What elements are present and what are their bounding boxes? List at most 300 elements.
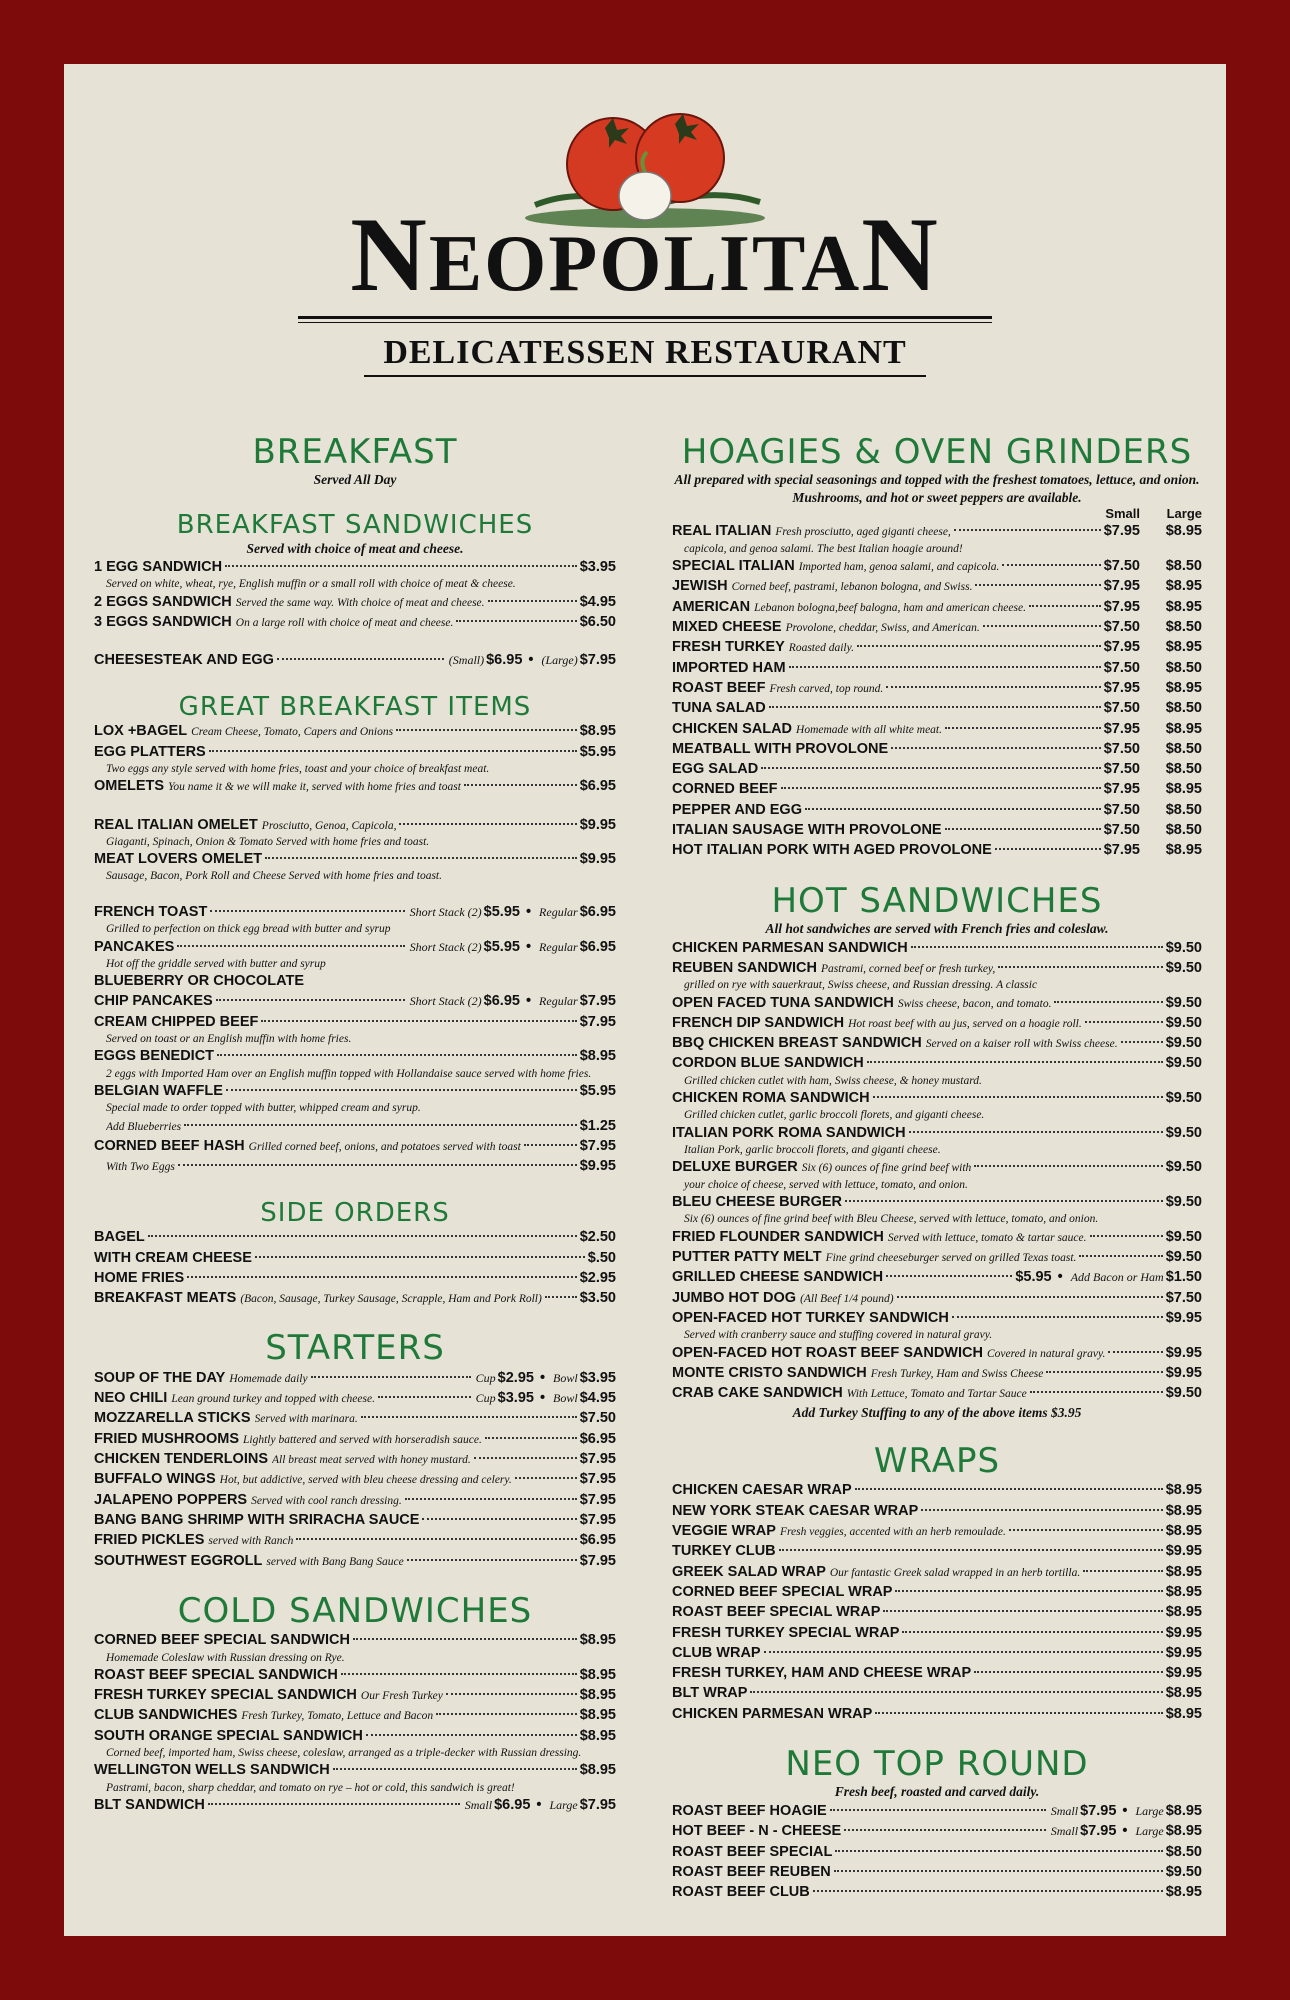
menu-item (672, 658, 1202, 678)
dot-leader (813, 1890, 1163, 1892)
menu-item (94, 1665, 616, 1685)
section-heading: COLD SANDWICHES (177, 1590, 533, 1631)
item-price: $8.95 (1165, 1884, 1202, 1901)
item-price: $6.95 (494, 1797, 531, 1814)
item-price: $7.95 (1103, 578, 1140, 595)
item-name: FRENCH TOAST (94, 903, 208, 920)
menu-item (94, 1288, 616, 1308)
menu-item (672, 1521, 1202, 1541)
item-name: CRAB CAKE SANDWICH (672, 1385, 843, 1402)
dot-leader (921, 1509, 1162, 1511)
item-name: NEW YORK STEAK CAESAR WRAP (672, 1502, 919, 1519)
item-price: $7.50 (1103, 740, 1140, 757)
menu-paper (64, 64, 1226, 1936)
menu-header (64, 64, 1226, 394)
item-name: MEAT LOVERS OMELET (94, 851, 263, 868)
item-price: $8.95 (579, 1632, 616, 1649)
dot-leader (524, 1144, 577, 1146)
item-subdescription: Served with cranberry sauce and stuffing covered in natural gravy. (684, 1329, 993, 1342)
menu-item (672, 739, 1202, 759)
menu-item (94, 742, 616, 762)
item-name: SOUTHWEST EGGROLL (94, 1552, 263, 1569)
item-price: $3.95 (497, 1390, 534, 1407)
item-price-large: $8.50 (1165, 761, 1202, 778)
size-label: Small (464, 1798, 493, 1813)
size-label: Regular (539, 994, 578, 1009)
item-subdescription: Italian Pork, garlic broccoli florets, and giganti cheese. (684, 1144, 941, 1157)
size-column-label: Large (1166, 506, 1202, 522)
item-description: Cream Cheese, Tomato, Capers and Onions (191, 726, 394, 739)
size-label: (Large) (541, 653, 578, 668)
dot-leader (995, 848, 1101, 850)
item-subdescription: your choice of cheese, served with lettuce, tomato, and onion. (684, 1178, 968, 1191)
item-name: ITALIAN PORK ROMA SANDWICH (672, 1124, 906, 1141)
item-price: $7.50 (579, 1410, 616, 1427)
menu-item (672, 1227, 1202, 1247)
item-price: $7.50 (1103, 801, 1140, 818)
item-description: Fresh Turkey, Ham and Swiss Cheese (870, 1367, 1044, 1380)
item-price: $6.50 (579, 614, 616, 631)
item-subdescription: Homemade Coleslaw with Russian dressing on Rye. (106, 1651, 345, 1664)
item-price-large: $8.50 (1165, 619, 1202, 636)
item-description: Hot, but addictive, served with bleu cheese dressing and celery. (219, 1474, 512, 1487)
dot-leader (875, 1712, 1162, 1714)
menu-item (94, 937, 616, 957)
menu-item (672, 1623, 1202, 1643)
menu-item (94, 592, 616, 612)
dot-leader (226, 1089, 577, 1091)
item-name: FRESH TURKEY SPECIAL WRAP (672, 1624, 900, 1641)
item-price: $7.95 (579, 1511, 616, 1528)
item-name: ROAST BEEF (672, 679, 766, 696)
item-price: $8.95 (579, 1707, 616, 1724)
dot-leader (209, 750, 577, 752)
item-name: ROAST BEEF REUBEN (672, 1863, 831, 1880)
item-name: ROAST BEEF SPECIAL SANDWICH (94, 1666, 338, 1683)
section-note: Served All Day (313, 472, 397, 488)
size-column-label: Small (1105, 506, 1140, 522)
item-price: $7.95 (1103, 679, 1140, 696)
menu-item (94, 1116, 616, 1136)
item-name: TURKEY CLUB (672, 1543, 776, 1560)
item-price: $9.50 (1165, 1090, 1202, 1107)
item-description: Covered in natural gravy. (986, 1347, 1106, 1360)
dot-leader (456, 620, 576, 622)
dot-leader (891, 747, 1101, 749)
menu-item (672, 1363, 1202, 1383)
item-name: HOT ITALIAN PORK WITH AGED PROVOLONE (672, 842, 992, 859)
menu-item (94, 1429, 616, 1449)
dot-leader (883, 1610, 1162, 1612)
item-price: $8.95 (1165, 1482, 1202, 1499)
item-name: FRESH TURKEY, HAM AND CHEESE WRAP (672, 1665, 972, 1682)
menu-item (94, 1136, 616, 1156)
item-name: REAL ITALIAN OMELET (94, 816, 258, 833)
menu-item (94, 1510, 616, 1530)
item-description: (All Beef 1/4 pound) (800, 1292, 894, 1305)
item-name: ROAST BEEF SPECIAL (672, 1843, 833, 1860)
item-name: CORNED BEEF HASH (94, 1138, 245, 1155)
item-name: CHICKEN SALAD (672, 720, 793, 737)
dot-leader (835, 1850, 1162, 1852)
menu-item (672, 1033, 1202, 1053)
item-subdescription: 2 eggs with Imported Ham over an English muffin topped with Hollandaise sauce served with home fries. (106, 1067, 592, 1080)
dot-leader (1002, 564, 1100, 566)
menu-item (94, 557, 616, 577)
item-price-large: $8.95 (1165, 578, 1202, 595)
dot-leader (805, 808, 1101, 810)
item-price: $7.95 (579, 1491, 616, 1508)
item-price: $9.95 (1165, 1309, 1202, 1326)
item-description: Add Blueberries (106, 1120, 182, 1133)
item-price: $.50 (587, 1249, 616, 1266)
dot-leader (1054, 1001, 1162, 1003)
size-label: Add Bacon or Ham (1070, 1270, 1164, 1285)
dot-leader (1083, 1570, 1163, 1572)
menu-item (672, 521, 1202, 541)
item-description: Roasted daily. (788, 642, 854, 655)
item-name: GREEK SALAD WRAP (672, 1563, 826, 1580)
item-name: OPEN FACED TUNA SANDWICH (672, 994, 894, 1011)
item-name: BLUEBERRY OR CHOCOLATE (94, 973, 304, 990)
dot-leader (474, 1457, 577, 1459)
item-description: served with Ranch (208, 1535, 294, 1548)
dot-leader (954, 529, 1101, 531)
item-price: $7.95 (1103, 598, 1140, 615)
menu-item (672, 1480, 1202, 1500)
menu-item (94, 1449, 616, 1469)
item-price: $5.95 (1015, 1269, 1052, 1286)
menu-item (94, 1156, 616, 1176)
item-price: $9.50 (1165, 939, 1202, 956)
dot-leader (845, 1200, 1163, 1202)
dot-leader (945, 727, 1101, 729)
item-name: WITH CREAM CHEESE (94, 1249, 252, 1266)
menu-item (672, 820, 1202, 840)
right-column (672, 434, 1202, 1902)
dot-leader (361, 1416, 577, 1418)
item-description: Corned beef, pastrami, lebanon bologna, and Swiss. (731, 581, 973, 594)
dot-leader (750, 1691, 1162, 1693)
item-name: PANCAKES (94, 938, 175, 955)
item-name: WELLINGTON WELLS SANDWICH (94, 1762, 330, 1779)
item-price-large: $8.95 (1165, 598, 1202, 615)
dot-leader (830, 1809, 1046, 1811)
menu-item (672, 1247, 1202, 1267)
size-label: Short Stack (2) (409, 904, 482, 919)
item-name: BLT SANDWICH (94, 1797, 205, 1814)
item-subdescription: Served on white, wheat, rye, English muffin or a small roll with choice of meat & cheese. (106, 578, 516, 591)
dot-leader (886, 1275, 1012, 1277)
dot-leader (436, 1713, 577, 1715)
item-price: $8.95 (579, 1048, 616, 1065)
item-name: CLUB SANDWICHES (94, 1707, 238, 1724)
dot-leader (761, 767, 1101, 769)
dot-leader (353, 1638, 577, 1640)
menu-item (94, 849, 616, 869)
item-price: $7.50 (1103, 822, 1140, 839)
menu-item (94, 1368, 616, 1388)
dot-leader (857, 645, 1101, 647)
menu-item (672, 938, 1202, 958)
dot-leader (422, 1518, 576, 1520)
section-note: Fresh beef, roasted and carved daily. (834, 1784, 1040, 1800)
item-price-large: $8.95 (1165, 781, 1202, 798)
item-description: Fresh carved, top round. (769, 682, 884, 695)
dot-leader (1009, 1529, 1163, 1531)
menu-item (94, 1388, 616, 1408)
item-name: CHICKEN ROMA SANDWICH (672, 1090, 870, 1107)
item-price: $7.95 (1103, 842, 1140, 859)
menu-item (94, 1248, 616, 1268)
item-price: $7.95 (579, 1013, 616, 1030)
item-name: BELGIAN WAFFLE (94, 1083, 223, 1100)
dot-leader (184, 1124, 577, 1126)
spacer (94, 632, 616, 650)
dot-leader (974, 1671, 1163, 1673)
item-price: $8.95 (1165, 1583, 1202, 1600)
item-name: FRIED PICKLES (94, 1532, 205, 1549)
item-price: $8.95 (579, 1687, 616, 1704)
menu-item (94, 776, 616, 796)
size-label: Small (1050, 1803, 1079, 1818)
dot-leader (983, 625, 1101, 627)
dot-leader (945, 828, 1101, 830)
dot-leader (265, 857, 577, 859)
menu-item (94, 1795, 616, 1815)
dot-leader (909, 1131, 1163, 1133)
dot-leader (1090, 1235, 1163, 1237)
menu-item (672, 1157, 1202, 1177)
section-note: All hot sandwiches are served with French fries and coleslaw. (765, 921, 1109, 936)
item-price: $8.95 (579, 1727, 616, 1744)
item-name: SOUTH ORANGE SPECIAL SANDWICH (94, 1727, 363, 1744)
item-name: BLEU CHEESE BURGER (672, 1194, 842, 1211)
menu-item (94, 650, 616, 670)
item-description: Prosciutto, Genoa, Capicola, (261, 819, 397, 832)
item-name: VEGGIE WRAP (672, 1523, 776, 1540)
item-price: $9.50 (1165, 1228, 1202, 1245)
item-price: $2.50 (579, 1229, 616, 1246)
menu-item (94, 1760, 616, 1780)
item-price: $5.95 (483, 938, 520, 955)
item-price: $6.95 (486, 652, 523, 669)
menu-item (94, 1012, 616, 1032)
menu-item (672, 759, 1202, 779)
section-heading: STARTERS (265, 1328, 445, 1369)
item-name: HOT BEEF - N - CHEESE (672, 1823, 842, 1840)
item-price-large: $8.95 (1165, 523, 1202, 540)
item-name: NEO CHILI (94, 1390, 168, 1407)
item-price: $6.95 (579, 938, 616, 955)
item-price: $6.95 (579, 1532, 616, 1549)
item-price: $7.95 (579, 1451, 616, 1468)
item-price: $8.95 (579, 1762, 616, 1779)
menu-item (672, 1541, 1202, 1561)
item-name: LOX +BAGEL (94, 723, 188, 740)
menu-item (672, 576, 1202, 596)
dot-leader (488, 600, 577, 602)
item-price-large: $8.95 (1165, 679, 1202, 696)
dot-leader (1046, 1371, 1162, 1373)
item-subdescription: Served on toast or an English muffin with home fries. (106, 1033, 352, 1046)
item-price: $2.95 (497, 1369, 534, 1386)
menu-item (672, 1192, 1202, 1212)
dot-leader (210, 910, 404, 912)
dot-leader (341, 1673, 577, 1675)
menu-item (94, 815, 616, 835)
menu-item (672, 1308, 1202, 1328)
section-heading: BREAKFAST SANDWICHES (176, 509, 534, 540)
item-price: $9.95 (579, 1158, 616, 1175)
item-name: PEPPER AND EGG (672, 801, 802, 818)
item-price: $4.95 (579, 1390, 616, 1407)
menu-item (672, 1821, 1202, 1841)
item-name: 1 EGG SANDWICH (94, 559, 223, 576)
item-name: BREAKFAST MEATS (94, 1290, 237, 1307)
item-price: $9.95 (1165, 1364, 1202, 1381)
menu-item (94, 612, 616, 632)
menu-item (672, 1704, 1202, 1724)
menu-item (94, 721, 616, 741)
size-label: Cup (475, 1370, 496, 1385)
item-name: CHICKEN PARMESAN SANDWICH (672, 939, 908, 956)
item-description: Our fantastic Greek salad wrapped in an herb tortilla. (829, 1566, 1081, 1579)
item-price: $1.50 (1165, 1269, 1202, 1286)
item-description: Served on a kaiser roll with Swiss cheese. (925, 1038, 1118, 1051)
section-heading: HOAGIES & OVEN GRINDERS (681, 432, 1193, 472)
section-heading: NEO TOP ROUND (785, 1744, 1089, 1785)
menu-item (672, 1663, 1202, 1683)
menu-item (672, 597, 1202, 617)
item-name: ROAST BEEF HOAGIE (672, 1802, 827, 1819)
menu-item (672, 1288, 1202, 1308)
item-price: $5.95 (579, 743, 616, 760)
item-name: FRIED MUSHROOMS (94, 1430, 239, 1447)
item-description: Fresh prosciutto, aged giganti cheese, (775, 526, 951, 539)
dot-leader (216, 999, 405, 1001)
item-price: $7.95 (579, 1797, 616, 1814)
dot-leader (1121, 1041, 1163, 1043)
item-price: $9.50 (1165, 1035, 1202, 1052)
item-description: Served with lettuce, tomato & tartar sauce. (887, 1231, 1087, 1244)
item-name-line (94, 971, 616, 991)
item-description: Hot roast beef with au jus, served on a hoagie roll. (848, 1017, 1082, 1030)
item-name: DELUXE BURGER (672, 1159, 798, 1176)
item-description: Lebanon bologna,beef balogna, ham and american cheese. (754, 601, 1026, 614)
dot-leader (311, 1376, 471, 1378)
menu-item (94, 1081, 616, 1101)
item-name: 3 EGGS SANDWICH (94, 614, 232, 631)
dot-leader (485, 1437, 577, 1439)
separator-dot: • (539, 1390, 546, 1407)
item-price: $9.50 (1165, 959, 1202, 976)
size-label: Large (1135, 1824, 1164, 1839)
item-name: CHICKEN TENDERLOINS (94, 1451, 269, 1468)
dot-leader (396, 729, 577, 731)
dot-leader (187, 1276, 576, 1278)
size-label: Short Stack (2) (409, 939, 482, 954)
item-name: EGG SALAD (672, 761, 759, 778)
dot-leader (867, 1061, 1163, 1063)
item-subdescription: Hot off the griddle served with butter and syrup (106, 957, 326, 970)
menu-item (672, 1267, 1202, 1287)
item-description: Fresh veggies, accented with an herb remoulade. (779, 1526, 1006, 1539)
section-note: Served with choice of meat and cheese. (246, 540, 464, 556)
menu-item (672, 719, 1202, 739)
item-price-large: $8.95 (1165, 639, 1202, 656)
dot-leader (399, 823, 576, 825)
item-subdescription: Grilled to perfection on thick egg bread with butter and syrup (106, 923, 391, 936)
item-name: BBQ CHICKEN BREAST SANDWICH (672, 1035, 922, 1052)
dot-leader (911, 946, 1163, 948)
menu-item (672, 698, 1202, 718)
item-subdescription: Giaganti, Spinach, Onion & Tomato Served with home fries and toast. (106, 835, 430, 848)
item-price: $9.50 (1165, 1014, 1202, 1031)
dot-leader (897, 1296, 1163, 1298)
item-price: $9.50 (1165, 1124, 1202, 1141)
restaurant-name: NEOPOLITAN (350, 196, 940, 313)
dot-leader (464, 784, 577, 786)
item-price: $9.95 (1165, 1624, 1202, 1641)
item-price: $7.50 (1103, 700, 1140, 717)
item-subdescription: Sausage, Bacon, Pork Roll and Cheese Served with home fries and toast. (106, 870, 443, 883)
item-description: Served with cool ranch dressing. (251, 1494, 402, 1507)
item-description: served with Bang Bang Sauce (266, 1555, 404, 1568)
item-price: $7.50 (1103, 558, 1140, 575)
section-footnote: Add Turkey Stuffing to any of the above items $3.95 (792, 1404, 1082, 1420)
item-price-large: $8.95 (1165, 842, 1202, 859)
item-name: SOUP OF THE DAY (94, 1369, 226, 1386)
menu-item (94, 902, 616, 922)
menu-item (672, 1882, 1202, 1902)
separator-dot: • (525, 938, 532, 955)
menu-item (672, 800, 1202, 820)
size-label: Bowl (553, 1370, 578, 1385)
dot-leader (855, 1488, 1163, 1490)
item-price: $8.95 (1165, 1563, 1202, 1580)
size-label: (Small) (448, 653, 485, 668)
item-price: $7.95 (1103, 781, 1140, 798)
item-price-large: $8.50 (1165, 740, 1202, 757)
item-subdescription: grilled on rye with sauerkraut, Swiss cheese, and Russian dressing. A classic (684, 979, 1038, 992)
dot-leader (366, 1734, 577, 1736)
item-name: MONTE CRISTO SANDWICH (672, 1364, 867, 1381)
menu-item (672, 1842, 1202, 1862)
separator-dot: • (1122, 1802, 1128, 1819)
dot-leader (789, 666, 1101, 668)
dot-leader (261, 1020, 576, 1022)
item-name: MOZZARELLA STICKS (94, 1410, 251, 1427)
dot-leader (217, 1054, 577, 1056)
item-name: CORNED BEEF (672, 781, 778, 798)
item-price: $9.50 (1165, 1385, 1202, 1402)
item-name: 2 EGGS SANDWICH (94, 593, 232, 610)
item-price-large: $8.50 (1165, 700, 1202, 717)
item-name: HOME FRIES (94, 1269, 185, 1286)
item-name: CHIP PANCAKES (94, 993, 213, 1010)
item-name: OPEN-FACED HOT TURKEY SANDWICH (672, 1309, 949, 1326)
dot-leader (998, 966, 1162, 968)
item-description: (Bacon, Sausage, Turkey Sausage, Scrapple, Ham and Pork Roll) (240, 1293, 542, 1306)
dot-leader (255, 1256, 585, 1258)
item-price: $9.95 (1165, 1665, 1202, 1682)
item-description: Six (6) ounces of fine grind beef with (801, 1162, 972, 1175)
item-name: EGGS BENEDICT (94, 1048, 215, 1065)
item-price: $5.95 (579, 1083, 616, 1100)
item-description: Homemade daily (229, 1372, 308, 1385)
item-name: IMPORTED HAM (672, 659, 786, 676)
